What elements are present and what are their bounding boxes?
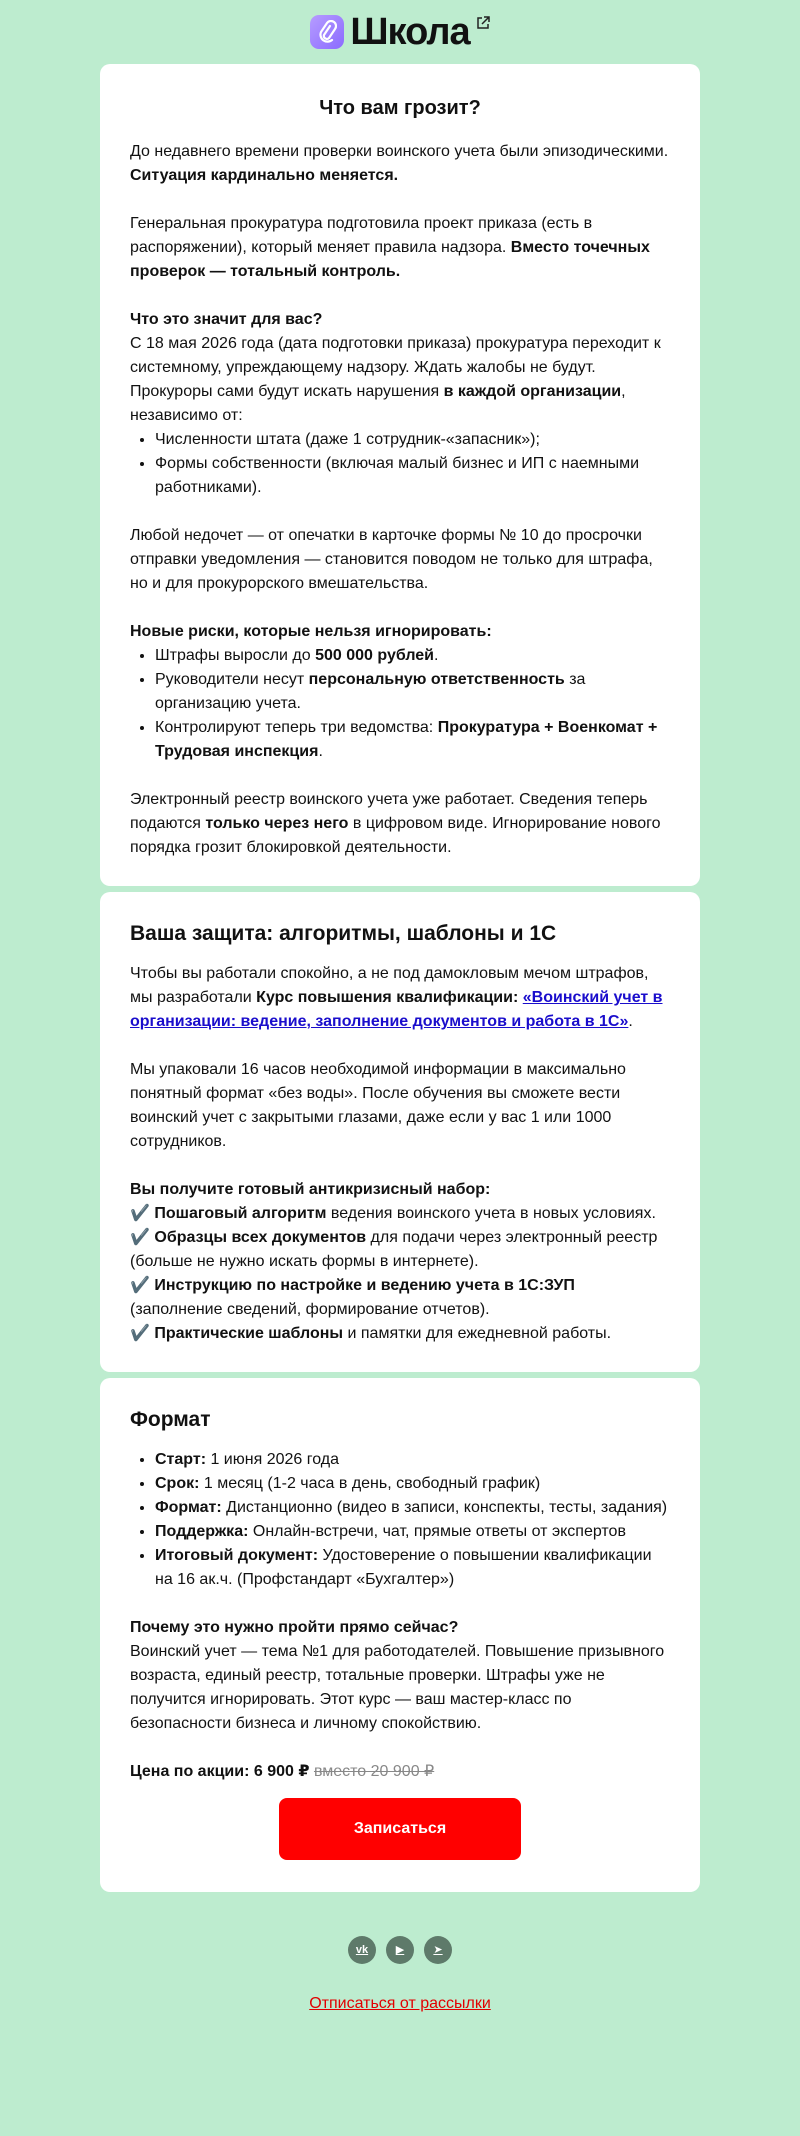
- enroll-button[interactable]: Записаться: [279, 1798, 521, 1860]
- social-links: [100, 1936, 700, 1964]
- format-list: [130, 1448, 670, 1592]
- format-title: Формат: [130, 1408, 211, 1431]
- list-item: • Численности штата (даже 1 сотрудник-«запасник»);: [155, 428, 670, 452]
- course-description: Мы упаковали 16 часов необходимой информации в максимально понятный формат «без воды». После обучения вы сможете вести воинский учет с закрытыми глазами, даже если у вас 1 или 1000 сотрудников.: [130, 1061, 626, 1150]
- threat-intro: До недавнего времени проверки воинского учета были эпизодическими. Ситуация кардинально меняется.: [130, 143, 669, 184]
- list-item: • Формат: Дистанционно (видео в записи, конспекты, тесты, задания): [155, 1496, 670, 1520]
- meaning-paragraph: Что это значит для вас? С 18 мая 2026 года (дата подготовки приказа) прокуратура переходит к системному, упреждающему надзору. Ждать жалобы не будут. Прокуроры сами будут искать нарушения в каждой организации, независимо от:: [130, 311, 661, 424]
- threat-card: [100, 64, 700, 886]
- check-icon: ✔️: [130, 1229, 150, 1246]
- header: [100, 0, 700, 64]
- course-intro: Чтобы вы работали спокойно, а не под дамокловым мечом штрафов, мы разработали Курс повышения квалификации: «Воинский учет в организации: ведение, заполнение документов и работа в 1С».: [130, 965, 663, 1030]
- list-item: • Старт: 1 июня 2026 года: [155, 1448, 670, 1472]
- risks-list: [130, 644, 670, 764]
- errors-paragraph: Любой недочет — от опечатки в карточке формы № 10 до просрочки отправки уведомления — становится поводом не только для штрафа, но и для прокурорского вмешательства.: [130, 527, 653, 592]
- unsubscribe: [100, 1992, 700, 2016]
- logo[interactable]: [310, 12, 489, 52]
- logo-text: Школа: [350, 11, 470, 53]
- risks-heading: Новые риски, которые нельзя игнорировать:: [130, 623, 492, 640]
- course-link[interactable]: «Воинский учет в организации: ведение, заполнение документов и работа в 1С»: [130, 989, 663, 1030]
- youtube-icon[interactable]: ▶: [386, 1936, 414, 1964]
- price-old: вместо 20 900 ₽: [313, 1763, 435, 1780]
- unsubscribe-link[interactable]: Отписаться от рассылки: [309, 1995, 491, 2012]
- vk-icon[interactable]: vk: [348, 1936, 376, 1964]
- list-item: • Штрафы выросли до 500 000 рублей.: [155, 644, 670, 668]
- list-item: • Контролируют теперь три ведомства: Прокуратура + Военкомат + Трудовая инспекция.: [155, 716, 670, 764]
- kit-list: Вы получите готовый антикризисный набор: ✔️ Пошаговый алгоритм ведения воинского учета в новых условиях. ✔️ Образцы всех документов для подачи через электронный реестр (больше не нужно искать формы в интернете). ✔️ Инструкцию по настройке и ведению учета в 1С:ЗУП (заполнение сведений, формирование отчетов). ✔️ Практические шаблоны и памятки для ежедневной работы.: [130, 1181, 658, 1342]
- protection-title: Ваша защита: алгоритмы, шаблоны и 1С: [130, 922, 557, 945]
- list-item: • Формы собственности (включая малый бизнес и ИП с наемными работниками).: [155, 452, 670, 500]
- list-item: • Срок: 1 месяц (1-2 часа в день, свободный график): [155, 1472, 670, 1496]
- check-icon: ✔️: [130, 1277, 150, 1294]
- protection-card: [100, 892, 700, 1372]
- registry-paragraph: Электронный реестр воинского учета уже работает. Сведения теперь подаются только через него в цифровом виде. Игнорирование нового порядка грозит блокировкой деятельности.: [130, 791, 661, 856]
- format-card: [100, 1378, 700, 1892]
- criteria-list: [130, 428, 670, 500]
- paperclip-icon: [310, 15, 344, 49]
- threat-title: Что вам грозит?: [319, 97, 481, 119]
- list-item: • Поддержка: Онлайн-встречи, чат, прямые ответы от экспертов: [155, 1520, 670, 1544]
- prosecutor-paragraph: Генеральная прокуратура подготовила проект приказа (есть в распоряжении), который меняет правила надзора. Вместо точечных проверок — тотальный контроль.: [130, 215, 650, 280]
- list-item: • Итоговый документ: Удостоверение о повышении квалификации на 16 ак.ч. (Профстандарт «Бухгалтер»): [155, 1544, 670, 1592]
- price: [130, 1760, 670, 1784]
- email-container: [100, 0, 700, 2016]
- check-icon: ✔️: [130, 1205, 150, 1222]
- list-item: • Руководители несут персональную ответственность за организацию учета.: [155, 668, 670, 716]
- price-current: Цена по акции: 6 900 ₽: [130, 1763, 310, 1780]
- check-icon: ✔️: [130, 1325, 150, 1342]
- external-link-icon: [476, 14, 490, 38]
- why-paragraph: Почему это нужно пройти прямо сейчас? Воинский учет — тема №1 для работодателей. Повышение призывного возраста, единый реестр, тотальные проверки. Штрафы уже не получится игнорировать. Этот курс — ваш мастер-класс по безопасности бизнеса и личному спокойствию.: [130, 1619, 665, 1732]
- telegram-icon[interactable]: ➤: [424, 1936, 452, 1964]
